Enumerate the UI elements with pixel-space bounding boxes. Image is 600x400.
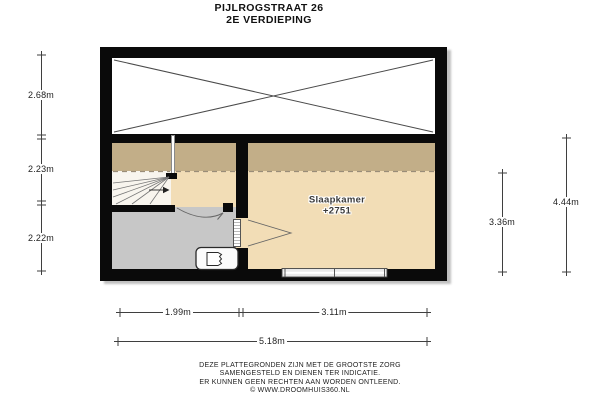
dim-label-left-bot: 2.22m [27,233,55,243]
page-title [215,3,324,26]
inner-wall-horizontal [112,134,435,143]
divider-wall-upper [236,134,248,218]
interior-door-leaf [233,219,241,247]
room-height-label: +2751 [322,205,352,217]
dim-label-left-top: 2.68m [27,90,55,100]
dim-label-right-inner: 3.36m [488,217,516,227]
staircase-area [112,171,171,205]
dim-label-bottom-left: 1.99m [164,307,192,317]
railing-post [166,173,177,179]
room-name-label: Slaapkamer [308,194,366,206]
divider-wall-lower [236,248,248,269]
title-address: PIJLROGSTRAAT 26 [214,2,324,14]
disclaimer-line-3: ER KUNNEN GEEN RECHTEN AAN WORDEN ONTLEEND. [199,378,401,386]
dim-label-left-mid: 2.23m [27,164,55,174]
dim-label-bottom-total: 5.18m [258,336,286,346]
dim-label-bottom-right: 3.11m [321,307,347,317]
dim-label-right-outer: 4.44m [552,197,580,207]
wall-stub [223,203,233,212]
stair-railing-wall [171,135,175,176]
disclaimer-line-2: SAMENGESTELD EN DIENEN TER INDICATIE. [219,370,381,378]
disclaimer-line-1: DEZE PLATTEGRONDEN ZIJN MET DE GROOTSTE ZORG [199,362,401,369]
title-floor: 2E VERDIEPING [226,13,312,26]
footer-disclaimer [199,362,401,396]
void-area [112,58,435,134]
wall-below-stairs [112,205,175,212]
hallway-floor [112,207,236,269]
low-ceiling-zone [112,143,435,171]
copyright-line: © WWW.DROOMHUIS360.NL [250,387,350,395]
